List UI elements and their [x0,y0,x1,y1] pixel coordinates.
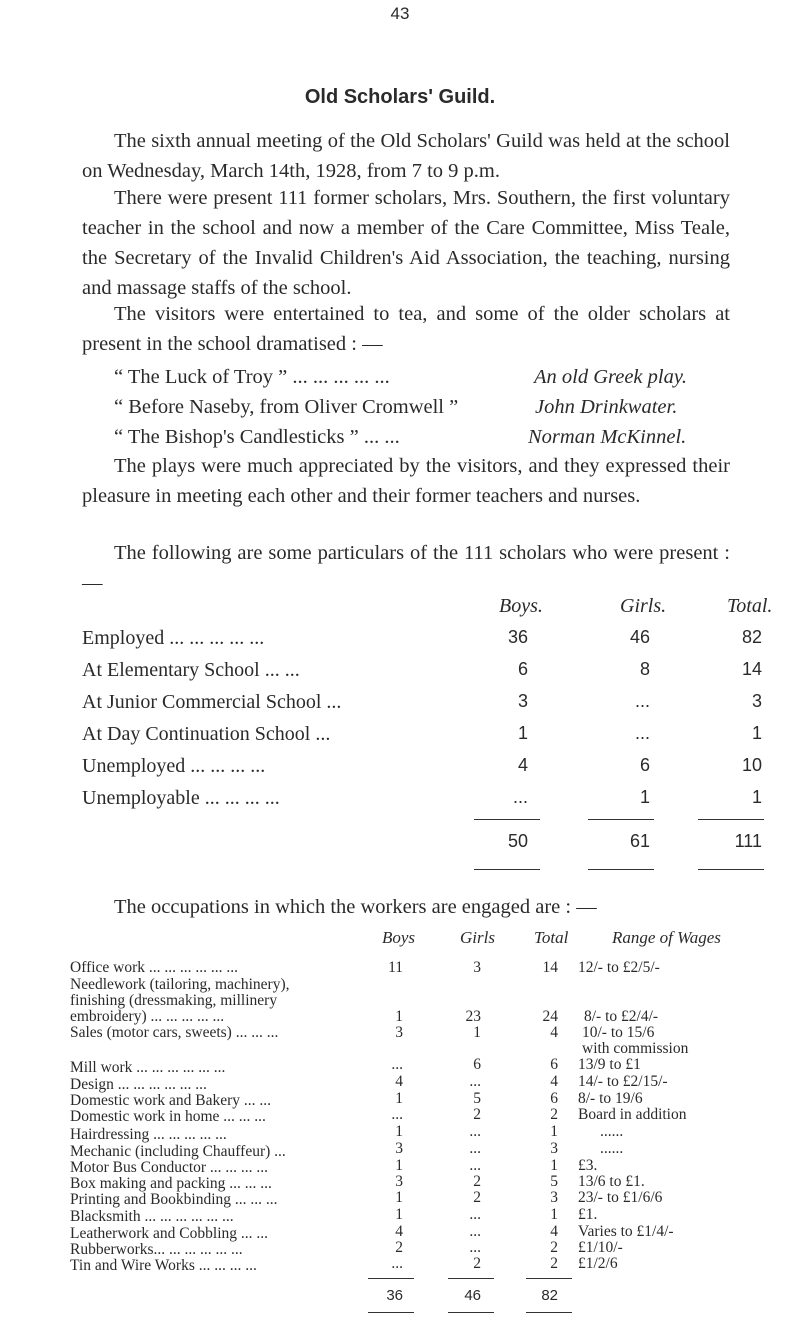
cell-girls: 2 [473,1173,481,1190]
total-total: 82 [541,1287,558,1304]
cell-wages: £1. [578,1206,598,1223]
cell-girls: ... [469,1223,481,1240]
paragraph-entertainment: The visitors were entertained to tea, and some of the older scholars at present in the school dramatised : — [82,303,730,355]
column-header-wages: Range of Wages [612,928,721,947]
column-header-girls: Girls [460,928,495,947]
occupation-label: Motor Bus Conductor ... ... ... ... [70,1159,269,1176]
divider [526,1312,572,1313]
cell-boys: 1 [395,1206,403,1223]
cell-wages: £1/2/6 [578,1255,618,1272]
cell-boys: ... [391,1255,403,1272]
paragraph-occupations: The occupations in which the workers are engaged are : — [114,896,597,918]
occupation-label: Mill work ... ... ... ... ... ... [70,1059,226,1076]
cell-wages: 10/- to 15/6 [582,1024,655,1041]
cell-total: 1 [550,1206,558,1223]
cell-total: 14 [542,959,558,976]
cell-boys: 4 [395,1073,403,1090]
cell-girls: ... [469,1140,481,1157]
cell-wages: 12/- to £2/5/- [578,959,660,976]
cell-total: 2 [550,1255,558,1272]
cell-total: 24 [542,1008,558,1025]
occupation-label: finishing (dressmaking, millinery [70,992,278,1009]
cell-total: 4 [550,1223,558,1240]
cell-total: 4 [550,1073,558,1090]
cell-girls: ... [469,1239,481,1256]
cell-girls: 1 [473,1024,481,1041]
divider [474,869,540,870]
occupation-label: Domestic work and Bakery ... ... [70,1092,272,1109]
paragraph-attendees: There were present 111 former scholars, Mrs. Southern, the first voluntary teacher in the school and now a member of the Care Committee, Miss Teale, the Secretary of the Invalid Children's Aid Association, the teaching, nursing and massage staffs of the school. [82,187,730,299]
occupation-label: Box making and packing ... ... ... [70,1175,272,1192]
divider [588,869,654,870]
column-header-boys: Boys. [499,595,543,617]
divider [698,819,764,820]
cell-girls: ... [469,1073,481,1090]
cell-total: 3 [550,1189,558,1206]
cell-wages: 13/6 to £1. [578,1173,645,1190]
column-header-total: Total. [727,595,773,617]
cell-wages: 13/9 to £1 [578,1056,641,1073]
occupation-label: Blacksmith ... ... ... ... ... ... [70,1208,234,1225]
cell-girls: 6 [473,1056,481,1073]
divider [368,1312,414,1313]
occupation-label: Sales (motor cars, sweets) ... ... ... [70,1024,279,1041]
paragraph-meeting: The sixth annual meeting of the Old Scholars' Guild was held at the school on Wednesday, March 14th, 1928, from 7 to 9 p.m. [82,130,730,182]
cell-boys: 3 [395,1024,403,1041]
occupation-label: Leatherwork and Cobbling ... ... [70,1225,269,1242]
cell-girls: 3 [473,959,481,976]
cell-total: 1 [550,1157,558,1174]
divider [526,1278,572,1279]
cell-total: 4 [550,1024,558,1041]
total-girls: 46 [464,1287,481,1304]
occupation-label: Hairdressing ... ... ... ... ... [70,1126,227,1143]
divider [448,1278,494,1279]
cell-total: 3 [550,1140,558,1157]
occupation-label: Rubberworks... ... ... ... ... ... [70,1241,243,1258]
cell-total: 5 [550,1173,558,1190]
cell-total: 2 [550,1106,558,1123]
occupation-label: Mechanic (including Chauffeur) ... [70,1143,286,1160]
cell-boys: 3 [395,1173,403,1190]
occupation-label: embroidery) ... ... ... ... ... [70,1008,225,1025]
cell-wages: ...... [600,1140,624,1157]
occupation-label: Design ... ... ... ... ... ... [70,1076,207,1093]
cell-wages: 8/- to 19/6 [578,1090,643,1107]
cell-total: 1 [550,1123,558,1140]
cell-girls: ... [469,1157,481,1174]
occupation-label: Office work ... ... ... ... ... ... [70,959,239,976]
occupation-label: Printing and Bookbinding ... ... ... [70,1191,278,1208]
cell-girls: 5 [473,1090,481,1107]
cell-girls: 2 [473,1106,481,1123]
divider [368,1278,414,1279]
cell-wages: Board in addition [578,1106,687,1123]
total-boys: 36 [386,1287,403,1304]
cell-boys: 1 [395,1157,403,1174]
page-title: Old Scholars' Guild. [304,86,496,108]
cell-total: 6 [550,1090,558,1107]
cell-boys: 1 [395,1189,403,1206]
cell-boys: 3 [395,1140,403,1157]
cell-boys: ... [391,1106,403,1123]
divider [474,819,540,820]
cell-girls: 2 [473,1189,481,1206]
cell-boys: 1 [395,1008,403,1025]
cell-wages: £3. [578,1157,598,1174]
cell-wages: ...... [600,1123,624,1140]
occupation-label: Domestic work in home ... ... ... [70,1108,266,1125]
divider [448,1312,494,1313]
cell-boys: 4 [395,1223,403,1240]
cell-wages: with commission [582,1040,689,1057]
divider [698,869,764,870]
cell-wages: £1/10/- [578,1239,623,1256]
cell-wages: Varies to £1/4/- [578,1223,674,1240]
divider [588,819,654,820]
cell-wages: 14/- to £2/15/- [578,1073,668,1090]
occupation-label: Needlework (tailoring, machinery), [70,976,290,993]
column-header-total: Total [534,928,569,947]
cell-boys: 2 [395,1239,403,1256]
cell-girls: ... [469,1123,481,1140]
cell-total: 2 [550,1239,558,1256]
cell-boys: 11 [388,959,403,976]
paragraph-appreciation: The plays were much appreciated by the visitors, and they expressed their pleasure in meeting each other and their former teachers and nurses. [82,455,730,507]
cell-boys: ... [391,1056,403,1073]
occupation-label: Tin and Wire Works ... ... ... ... [70,1257,257,1274]
cell-wages: 8/- to £2/4/- [584,1008,659,1025]
cell-girls: ... [469,1206,481,1223]
paragraph-particulars: The following are some particulars of the 111 scholars who were present : — [82,542,730,594]
page-number: 43 [390,4,410,23]
cell-wages: 23/- to £1/6/6 [578,1189,663,1206]
cell-boys: 1 [395,1090,403,1107]
cell-boys: 1 [395,1123,403,1140]
cell-total: 6 [550,1056,558,1073]
column-header-girls: Girls. [620,595,667,617]
cell-girls: 2 [473,1255,481,1272]
column-header-boys: Boys [382,928,416,947]
cell-girls: 23 [465,1008,481,1025]
